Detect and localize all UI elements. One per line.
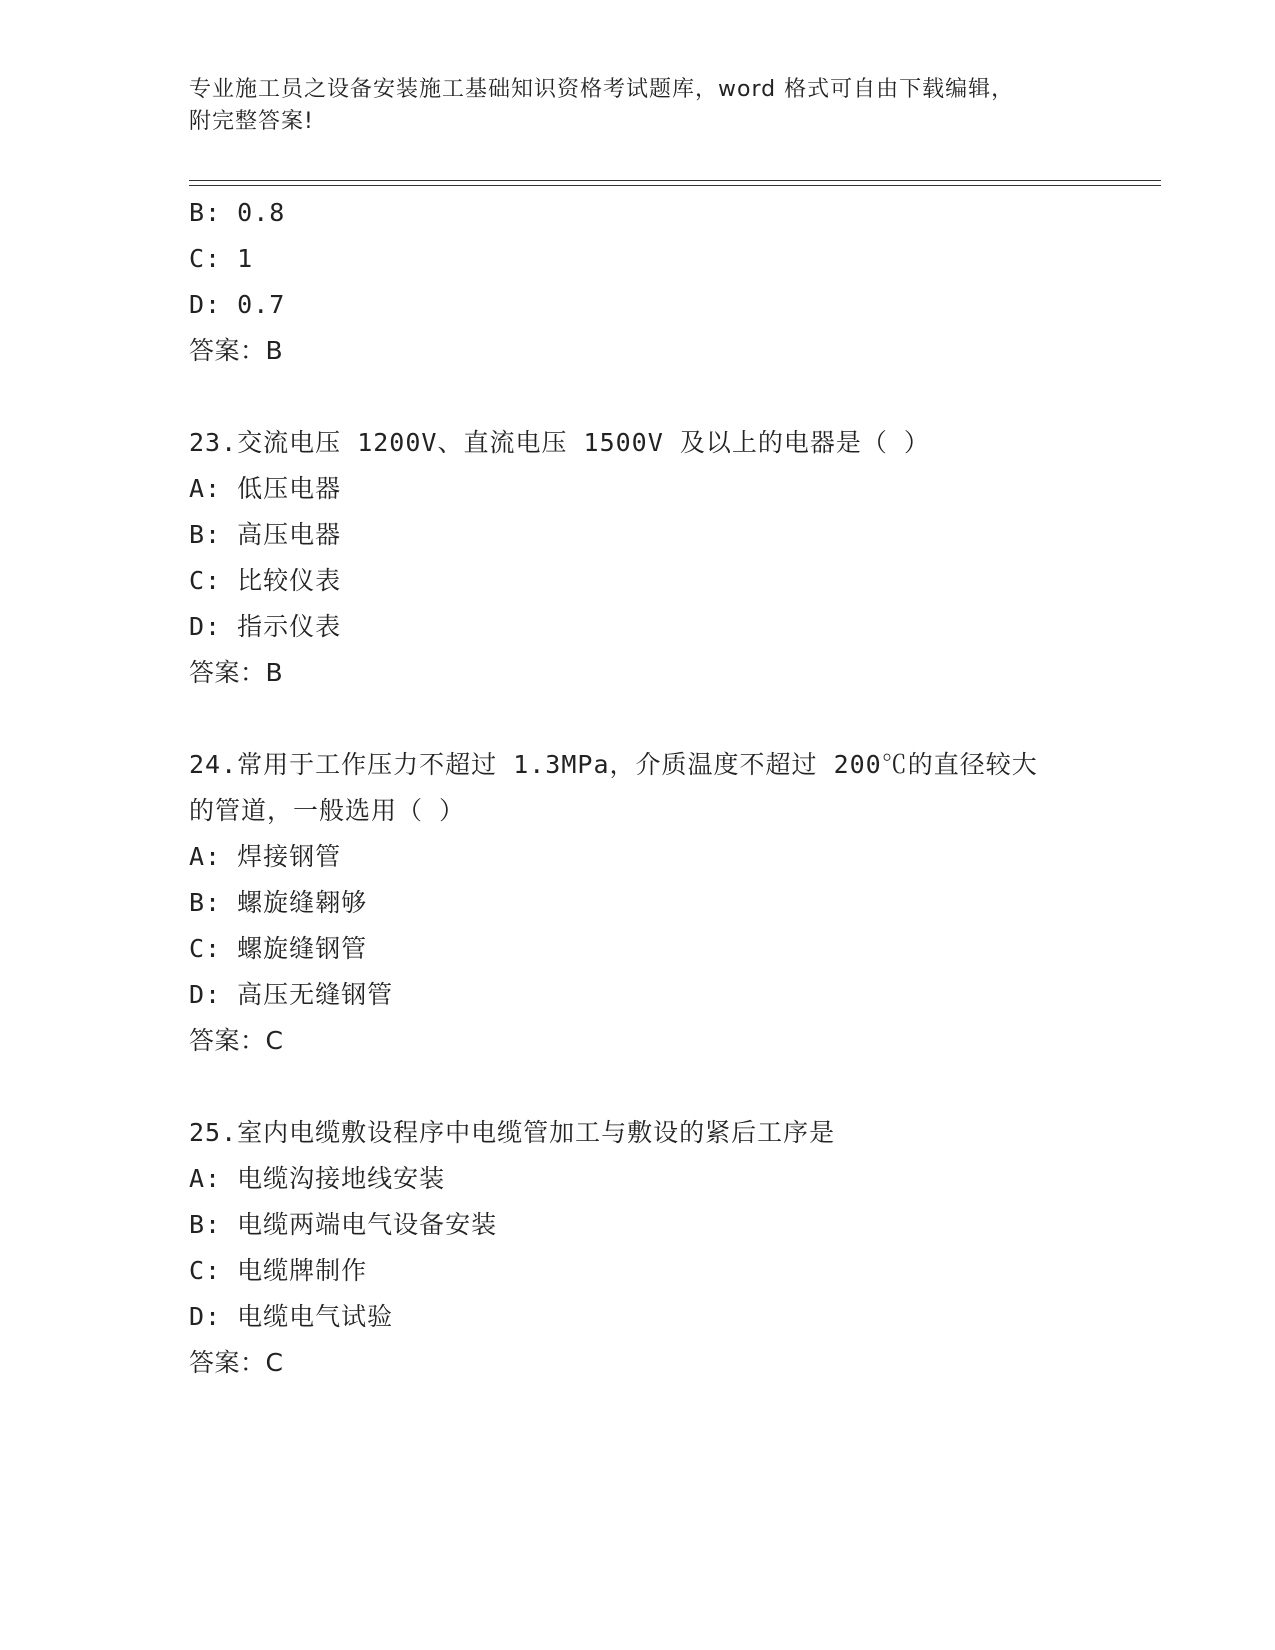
document-header bbox=[189, 74, 1089, 138]
option-c: C: 比较仪表 bbox=[189, 566, 342, 595]
option-b: B: 0.8 bbox=[189, 198, 286, 227]
header-line-2: 附完整答案! bbox=[189, 109, 314, 134]
question-stem: 23.交流电压 1200V、直流电压 1500V 及以上的电器是（ ） bbox=[189, 428, 930, 457]
question-stem-continued: 的管道，一般选用（ ） bbox=[189, 796, 466, 825]
spacer bbox=[189, 374, 1089, 420]
header-line-1: 专业施工员之设备安装施工基础知识资格考试题库，word 格式可自由下载编辑， bbox=[189, 77, 1015, 102]
option-b: B: 高压电器 bbox=[189, 520, 342, 549]
option-a: A: 焊接钢管 bbox=[189, 842, 342, 871]
answer: 答案：B bbox=[189, 336, 284, 365]
option-b: B: 螺旋缝翱够 bbox=[189, 888, 368, 917]
answer: 答案：B bbox=[189, 658, 284, 687]
question-23 bbox=[189, 420, 1089, 696]
option-d: D: 高压无缝钢管 bbox=[189, 980, 394, 1009]
option-b: B: 电缆两端电气设备安装 bbox=[189, 1210, 498, 1239]
spacer bbox=[189, 1064, 1089, 1110]
answer: 答案：C bbox=[189, 1348, 284, 1377]
option-a: A: 电缆沟接地线安装 bbox=[189, 1164, 446, 1193]
header-divider-top bbox=[189, 180, 1161, 181]
option-c: C: 电缆牌制作 bbox=[189, 1256, 368, 1285]
question-24 bbox=[189, 742, 1089, 1064]
option-c: C: 1 bbox=[189, 244, 254, 273]
option-d: D: 指示仪表 bbox=[189, 612, 342, 641]
header-divider-bottom bbox=[189, 185, 1161, 186]
question-25 bbox=[189, 1110, 1089, 1386]
question-stem: 25.室内电缆敷设程序中电缆管加工与敷设的紧后工序是 bbox=[189, 1118, 836, 1147]
question-22-continued bbox=[189, 190, 1089, 374]
option-d: D: 电缆电气试验 bbox=[189, 1302, 394, 1331]
option-c: C: 螺旋缝钢管 bbox=[189, 934, 368, 963]
option-a: A: 低压电器 bbox=[189, 474, 342, 503]
answer: 答案：C bbox=[189, 1026, 284, 1055]
question-list bbox=[189, 190, 1089, 1386]
spacer bbox=[189, 696, 1089, 742]
option-d: D: 0.7 bbox=[189, 290, 286, 319]
question-stem: 24.常用于工作压力不超过 1.3MPa，介质温度不超过 200℃的直径较大 bbox=[189, 750, 1038, 779]
